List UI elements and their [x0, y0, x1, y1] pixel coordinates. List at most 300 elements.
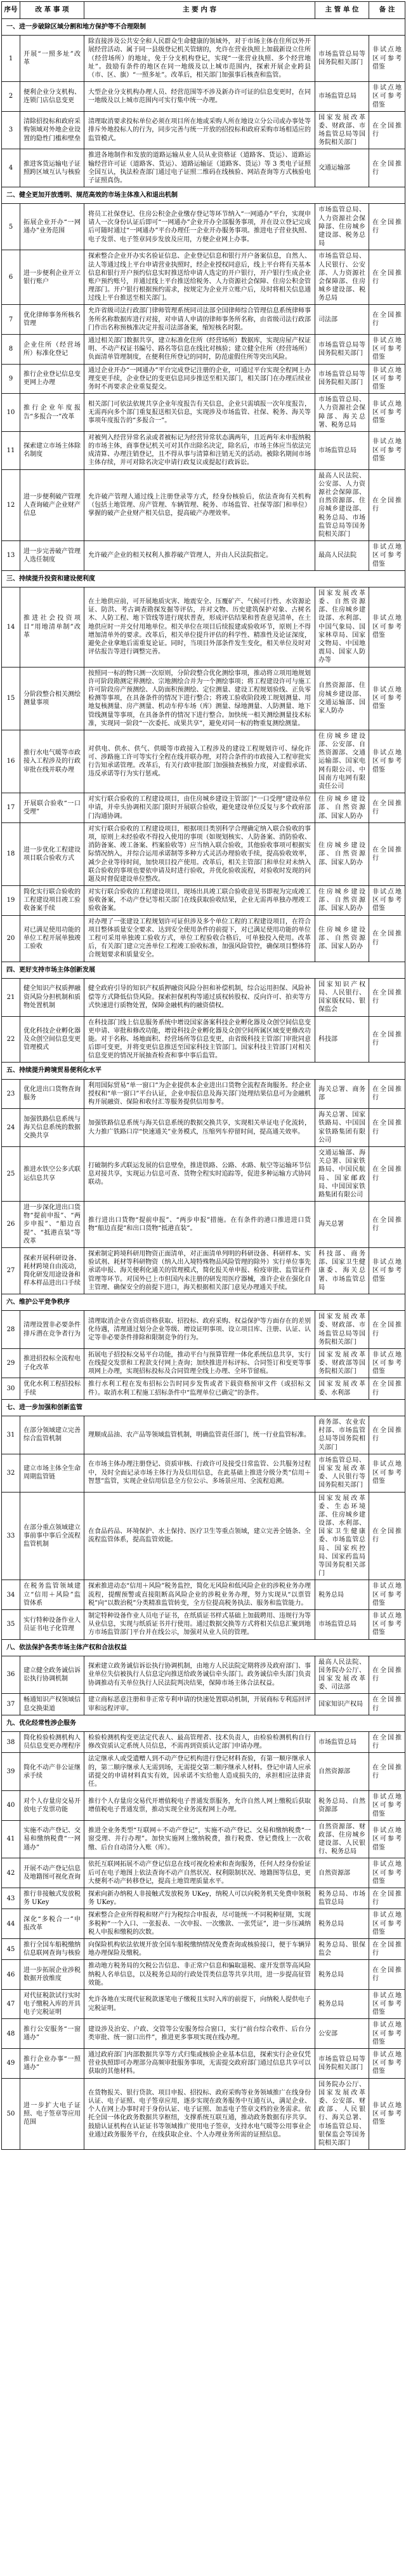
reform-item-cell: 推进水铁空公多式联运信息共享	[20, 1146, 84, 1201]
row-number-cell: 7	[2, 305, 20, 335]
row-number-cell: 43	[2, 1888, 20, 1909]
row-number-cell: 18	[2, 822, 20, 885]
section-row	[2, 19, 405, 36]
responsible-unit-cell: 自然资源部、住房城乡建设部、交通运输部、国家人防办	[315, 667, 369, 730]
reform-item-cell: 进一步便利破产管理人查询破产企业财产信息	[20, 469, 84, 541]
main-content-cell: 建设涉及治安、户政、交管等公安服务综合窗口，实行“前台综合收件、后台分类审批、统一窗口出件”，推进更多事项实现在线办理。	[84, 2019, 315, 2049]
table-row	[2, 1989, 405, 2019]
row-number-cell: 35	[2, 1609, 20, 1639]
table-row	[2, 1146, 405, 1201]
responsible-unit-cell: 交通运输部、海关总署、国家铁路局、中国民航局、国家邮政局、中国国家铁路集团有限公司	[315, 1146, 369, 1201]
reform-item-cell: 开展“一照多址”改革	[20, 36, 84, 82]
main-content-cell: 清理取消企业在资质资格获取、招投标、政府采购、权益保护等方面存在的差别化待遇，清理通过划分企业等级、增设证明事项、设立项目库、注册、认证、认定等非必要条件排除和限制竞争的行为。	[84, 1311, 315, 1349]
responsible-unit-cell: 海关总署	[315, 1202, 369, 1248]
remarks-cell: 非试点地区可参考借鉴	[369, 364, 405, 394]
reform-item-cell: 推行企业办事“一照通办”	[20, 2049, 84, 2079]
remarks-cell: 在全国推行	[369, 1753, 405, 1791]
main-content-cell: 法定继承人或受遗赠人到不动产登记机构进行登记材料查验，有第一顺序继承人的，第二顺序继承人无需到场，无需提交第二顺序继承人材料。登记申请人应承诺提交的申请材料真实有效，因承诺不实给他人造成损失的，承担相应法律责任。	[84, 1753, 315, 1791]
row-number-cell: 38	[2, 1732, 20, 1753]
remarks-cell: 非试点地区可参考借鉴	[369, 541, 405, 571]
row-number-cell: 4	[2, 149, 20, 187]
section-title: 九、优化经常性涉企服务	[2, 1715, 405, 1731]
remarks-cell: 在全国推行	[369, 1146, 405, 1201]
row-number-cell: 20	[2, 915, 20, 962]
row-number-cell: 16	[2, 730, 20, 793]
main-content-cell: 大型企业分支机构办理人员、经营范围等不涉及新办许可证的信息变更时，在同一地级及以上城市范围内可实行集中统一办理。	[84, 82, 315, 112]
section-row	[2, 187, 405, 204]
reform-item-cell: 对已满足使用功能的单位工程开展单独竣工验收	[20, 915, 84, 962]
main-content-cell: 允许破产管理人通过线上注册登录等方式，经身份核验后，依法查询有关机构（包括土地管理、房产管理、车辆管理、税务、市场监管、社保等部门和单位）掌握的破产企业财产相关信息，提高破产办理效率。	[84, 469, 315, 541]
responsible-unit-cell: 海关总署、国家铁路局、中国国家铁路集团有限公司	[315, 1109, 369, 1147]
remarks-cell: 非试点地区可参考借鉴	[369, 2019, 405, 2049]
row-number-cell: 28	[2, 1311, 20, 1349]
responsible-unit-cell: 税务总局	[315, 1580, 369, 1610]
remarks-cell: 非试点地区可参考借鉴	[369, 730, 405, 793]
row-number-cell: 21	[2, 978, 20, 1016]
remarks-cell: 非试点地区可参考借鉴	[369, 335, 405, 365]
table-row	[2, 1454, 405, 1492]
responsible-unit-cell: 税务总局	[315, 1989, 369, 2019]
table-row	[2, 204, 405, 250]
remarks-cell: 非试点地区可参考借鉴	[369, 1858, 405, 1888]
responsible-unit-cell: 国家发展改革委、财政部、市场监管总局等国务院相关部门	[315, 1311, 369, 1349]
responsible-unit-cell: 住房城乡建设部、自然资源部、国家人防办	[315, 822, 369, 885]
table-row	[2, 1791, 405, 1821]
main-content-cell: 将员工社保登记、住房公积金企业缴存登记等环节纳入“一网通办”平台，实现申请人一次身份认证后即可“一网通办”企业开办全部服务事项，并在设立登记完成后可随时通过“一网通办”平台办理任一企业开办服务事项。推进电子营业执照、电子发票、电子签章同步发放及应用，方便企业网上办事。	[84, 204, 315, 250]
responsible-unit-cell: 国家知识产权局、人民银行、国家版权局、银保监会	[315, 978, 369, 1016]
row-number-cell: 50	[2, 2078, 20, 2150]
remarks-cell: 在全国推行	[369, 1960, 405, 1990]
remarks-cell: 在全国推行	[369, 204, 405, 250]
reform-item-cell: 分阶段整合相关测绘测量事项	[20, 667, 84, 730]
responsible-unit-cell: 市场监管总局	[315, 82, 369, 112]
table-row	[2, 587, 405, 667]
reform-item-cell: 推行全国车船税缴纳信息联网查询与核验	[20, 1938, 84, 1959]
main-content-cell: 对实行联合验收的工程建设项目，现场出具竣工联合验收意见书即视为完成竣工验收备案，不动产登记等相关部门在线获取验收结果，企业无需再单独办理竣工验收备案。	[84, 886, 315, 916]
reform-item-cell: 优化律师事务所核名管理	[20, 305, 84, 335]
responsible-unit-cell: 住房城乡建设部、自然资源部、国家人防办	[315, 886, 369, 916]
responsible-unit-cell: 市场监管总局	[315, 1609, 369, 1639]
row-number-cell: 9	[2, 364, 20, 394]
reform-item-cell: 建立市场主体全生命周期监管链	[20, 1454, 84, 1492]
remarks-cell: 在全国推行	[369, 1202, 405, 1248]
table-row	[2, 1492, 405, 1580]
reform-item-cell: 推进客货运输电子证照跨区域互认与核验	[20, 149, 84, 187]
row-number-cell: 46	[2, 1960, 20, 1990]
main-content-cell: 探索整合企业所得税和财产行为税综合申报表，尽可能统一不同税种征期，实现多税种“一个入口、一张报表、一次申报、一次缴款、一张凭证”，进一步压减纳税人申报和缴税的次数。	[84, 1909, 315, 1939]
table-row	[2, 250, 405, 305]
main-content-cell: 推行水利工程在发布招标公告时同步发售或者下载资格预审文件（或招标文件）。取消水利工程施工招标条件中“监理单位已确定”的条件。	[84, 1378, 315, 1399]
row-number-cell: 40	[2, 1791, 20, 1821]
responsible-unit-cell: 国务院办公厅、国家发展改革委、公安部、财政部、人民银行、海关总署、市场监管总局、银保监会等国务院相关部门	[315, 2078, 369, 2150]
responsible-unit-cell: 国家发展改革委、财政部等国务院相关部门	[315, 1348, 369, 1378]
responsible-unit-cell: 科技部、商务部、国家卫生健康委、海关总署、市场监管总局	[315, 1248, 369, 1294]
reform-item-cell: 推行企业年度报告“多报合一”改革	[20, 394, 84, 432]
remarks-cell: 在全国推行	[369, 149, 405, 187]
main-content-cell: 除直接涉及公共安全和人民群众生命健康的领域外，对于市场主体在住所以外开展经营活动、属于同一县级登记机关管辖的，允许在营业执照上加载新设立住所（经营场所）的地址，免于分支机构登记，实现“一张营业执照、多个经营地址”。鼓励有条件的地区在同一地级及以上城市范围内，探索开展企业跨县（市、区、旗）“一照多址”。改革后，相关部门加强事后核查和监管。	[84, 36, 315, 82]
table-row	[2, 1938, 405, 1959]
row-number-cell: 22	[2, 1016, 20, 1063]
responsible-unit-cell: 住房城乡建设部、自然资源部、国家人防办	[315, 915, 369, 962]
reform-item-cell: 推行公安服务“一窗通办”	[20, 2019, 84, 2049]
remarks-cell: 非试点地区可参考借鉴	[369, 587, 405, 667]
row-number-cell: 3	[2, 111, 20, 149]
row-number-cell: 47	[2, 1989, 20, 2019]
row-number-cell: 6	[2, 250, 20, 305]
table-row	[2, 730, 405, 793]
row-number-cell: 23	[2, 1079, 20, 1109]
remarks-cell: 非试点地区可参考借鉴	[369, 1989, 405, 2019]
row-number-cell: 42	[2, 1858, 20, 1888]
row-number-cell: 14	[2, 587, 20, 667]
table-row	[2, 1960, 405, 1990]
remarks-cell: 非试点地区可参考借鉴	[369, 82, 405, 112]
main-content-cell: 清理取消要求投标单位必须在项目所在地或采购人所在地设立分公司或办事处等排斥外地投标人的行为，同步完善与统一开放的招投标和政府采购市场相适应的监管模式。	[84, 111, 315, 149]
row-number-cell: 45	[2, 1938, 20, 1959]
reform-item-cell: 清理设置非必要条件排斥潜在竞争者行为	[20, 1311, 84, 1349]
main-content-cell: 推行个人存量房交易代开增值税电子普通发票服务，允许自然人网上缴税后获取增值税电子普通发票，推动实现全业务流程网上办理。	[84, 1791, 315, 1821]
remarks-cell: 在全国推行	[369, 1656, 405, 1694]
remarks-cell: 非试点地区可参考借鉴	[369, 1248, 405, 1294]
remarks-cell: 非试点地区可参考借鉴	[369, 667, 405, 730]
responsible-unit-cell: 市场监管总局、国家发展改革委、人民银行等国务院相关部门	[315, 1454, 369, 1492]
remarks-cell: 非试点地区可参考借鉴	[369, 1609, 405, 1639]
table-row	[2, 1694, 405, 1715]
main-content-cell: 推进各地制作和发放的道路运输从业人员从业资格证（道路客、货运）、道路运输经营许可证（道路客、货运）、道路运输证（道路客、货运）等 3 类电子证照全国互认，执法检查部门通过电子证照二维码在线核验、网站查询等方式核验电子证照真伪。	[84, 149, 315, 187]
responsible-unit-cell: 商务部、农业农村部、市场监管总局等国务院相关部门	[315, 1416, 369, 1454]
responsible-unit-cell: 自然资源部、财政部、住房城乡建设部、人民银行、税务总局	[315, 1820, 369, 1858]
reform-item-cell: 对代征税款试行实时电子缴税入库的开具电子完税证明	[20, 1989, 84, 2019]
row-number-cell: 44	[2, 1909, 20, 1939]
main-content-cell: 制定特种设备作业人员电子证书，在纸质证书样式基础上加载聘用、违规行为等从业信息，实现与纸质证书并行使用。通过数据交换等方式将相关信息汇聚到地方市场监管部门平台并在线公示，加强对从业人员的管理。	[84, 1609, 315, 1639]
remarks-cell: 在全国推行	[369, 1416, 405, 1454]
row-number-cell: 17	[2, 793, 20, 823]
main-content-cell: 推行进出口货物“提前申报”、“两步申报”措施。在有条件的港口推进进口货物“船边直提”和出口货物“抵港直装”。	[84, 1202, 315, 1248]
row-number-cell: 12	[2, 469, 20, 541]
table-row	[2, 1378, 405, 1399]
row-number-cell: 1	[2, 36, 20, 82]
table-row	[2, 36, 405, 82]
section-row	[2, 570, 405, 587]
table-row	[2, 394, 405, 432]
row-number-cell: 49	[2, 2049, 20, 2079]
responsible-unit-cell: 自然资源部	[315, 1858, 369, 1888]
reform-item-cell: 在部分重点领域建立事前事中事后全流程监管机制	[20, 1492, 84, 1580]
row-number-cell: 5	[2, 204, 20, 250]
main-content-cell: 健全政府引导的知识产权质押融资风险分担和补偿机制，综合运用担保、风险补偿等方式降低信贷风险。探索担保机构等通过质权转股权、反向许可、拍卖等方式快速进行质物处置，保障金融机构的融资债权。	[84, 978, 315, 1016]
table-row	[2, 915, 405, 962]
remarks-cell: 在全国推行	[369, 1938, 405, 1959]
responsible-unit-cell: 市场监管总局等国务院相关部门	[315, 2049, 369, 2079]
reform-item-cell: 企业住所（经营场所）标准化登记	[20, 335, 84, 365]
row-number-cell: 48	[2, 2019, 20, 2049]
main-content-cell: 加强铁路信息系统与海关信息系统的数据交换共享，实现相关单证电子化流转，大力推广铁路口岸“快速通关”业务模式，压缩列车停留时间，提高通关效率。	[84, 1109, 315, 1147]
table-row	[2, 2078, 405, 2150]
responsible-unit-cell: 市场监管总局等国务院相关部门	[315, 335, 369, 365]
row-number-cell: 30	[2, 1378, 20, 1399]
reform-item-cell: 实行特种设备作业人员证书电子化管理	[20, 1609, 84, 1639]
row-number-cell: 24	[2, 1109, 20, 1147]
section-row	[2, 1294, 405, 1310]
reform-item-cell: 推行水电气暖等市政接入工程涉及的行政审批在线并联办理	[20, 730, 84, 793]
row-number-cell: 11	[2, 431, 20, 469]
reform-item-cell: 拓展企业开办“一网通办”业务范围	[20, 204, 84, 250]
responsible-unit-cell: 税务总局、市场监管总局	[315, 1888, 369, 1909]
main-content-cell: 理顺成品油、农产品等领域监管机制，明确监管责任部门，统一行业监管标准。	[84, 1416, 315, 1454]
reform-item-cell: 简化检验检测机构人员信息变更办理程序	[20, 1732, 84, 1753]
table-row	[2, 1079, 405, 1109]
reform-item-cell: 进一步扩大电子证照、电子签章等应用范围	[20, 2078, 84, 2150]
main-content-cell: 探索推进动态“信用＋风险”税务监控，简化无风险和低风险企业的涉税业务办理流程，提醒预警或直接阻断高风险企业的涉税业务办理，努力实现从“以票管税”向“以数治税”分类精准监管转变，全方位提高税务执法、服务和监管能力。	[84, 1580, 315, 1610]
reform-item-cell: 清除招投标和政府采购领域对外地企业设置的隐性门槛和壁垒	[20, 111, 84, 149]
responsible-unit-cell: 市场监管总局等国务院相关部门	[315, 36, 369, 82]
responsible-unit-cell: 司法部	[315, 305, 369, 335]
table-row	[2, 149, 405, 187]
remarks-cell: 非试点地区可参考借鉴	[369, 36, 405, 82]
main-content-cell: 按照同一标的物只测一次原则，分阶段整合优化测绘事项，推动将立项用地规划许可阶段勘测定界测绘、宗地测绘合并为一个测绘事项；将工程建设许可与施工许可阶段房产预测绘、人防面积预测绘、定位测量、建设工程规划验线、正负零检测等事项，在具备条件的情况下进行整合；将竣工验收阶段竣工规划测量、用地复核测量、房产测量、机动车停车场（库）测量、绿地测量、人防测量、地下管线测量等事项，在具备条件的情况下进行整合。加快统一相关测绘测量技术标准，实现同一阶段“一次委托、成果共享”，避免对同一标的物重复测绘测量。	[84, 667, 315, 730]
main-content-cell: 在土地供应前，可开展地质灾害、地震安全、压覆矿产、气候可行性、水资源论证、防洪、考古调查勘探发掘等评估，并对文物、历史建筑保护对象、古树名木、人防工程、地下管线等进行现状普查，形成评估结果和普查意见清单，在土地供应时一并交付用地单位。相关单位在项目后续报建或验收环节，原则上不得增加清单外的要求。改革后，相关单位提升评估的科学性、精准性及论证深度，避免企业拿地后需重复论证。同时，当项目外部条件发生变化，相关单位及时对评估报告等进行调整完善。	[84, 587, 315, 667]
remarks-cell: 非试点地区可参考借鉴	[369, 1909, 405, 1939]
column-header-responsible-unit: 主 管 单 位	[315, 2, 369, 19]
remarks-cell: 在全国推行	[369, 469, 405, 541]
main-content-cell: 对办理了一张建设工程规划许可证但涉及多个单位工程的工程建设项目，在符合项目整体质量安全要求、达到安全使用条件的前提下，对已满足使用功能的单位工程可采用单独竣工验收方式，单位工程验收合格后，可单独投入使用。改革后，有关部门建立完善单位工程竣工验收标准，加强风险管控，确保项目整体符合规划要求和质量安全。	[84, 915, 315, 962]
row-number-cell: 2	[2, 82, 20, 112]
main-content-cell: 在市场主体办理注册登记、资质审核、行政许可及接受日常监管、公共服务过程中，及时全面记录市场主体行为及信用信息，在此基础上推进分级分类“信用＋智慧”监管，实现企业信用信息全方位公示、多场景应用、全流程追溯。	[84, 1454, 315, 1492]
remarks-cell: 非试点地区可参考借鉴	[369, 1348, 405, 1378]
column-header-reform-item: 改 革 事 项	[20, 2, 84, 19]
table-row	[2, 1609, 405, 1639]
table-row	[2, 1820, 405, 1858]
row-number-cell: 8	[2, 335, 20, 365]
reform-item-cell: 推进招投标全流程电子化改革	[20, 1348, 84, 1378]
section-row	[2, 962, 405, 978]
row-number-cell: 36	[2, 1656, 20, 1694]
remarks-cell: 在全国推行	[369, 915, 405, 962]
section-row	[2, 1399, 405, 1416]
reform-item-cell: 深化“多税合一”申报改革	[20, 1909, 84, 1939]
remarks-cell: 在全国推行	[369, 1016, 405, 1063]
main-content-cell: 探索向新办纳税人非接触式发放税务 UKey，纳税人可以向税务机关免费申领税务 UKey。	[84, 1888, 315, 1909]
table-row	[2, 335, 405, 365]
responsible-unit-cell: 科技部	[315, 1016, 369, 1063]
remarks-cell: 非试点地区可参考借鉴	[369, 1580, 405, 1610]
row-number-cell: 39	[2, 1753, 20, 1791]
reform-item-cell: 优化科技企业孵化器及众创空间信息变更管理模式	[20, 1016, 84, 1063]
responsible-unit-cell: 国家发展改革委、生态环境部、住房城乡建设部、水利部、国家卫生健康委、市场监管总局、国家疾控局、国家药监局等国务院相关部门	[315, 1492, 369, 1580]
remarks-cell: 在全国推行	[369, 1109, 405, 1147]
table-row	[2, 305, 405, 335]
reform-item-cell: 探索建立市场主体除名制度	[20, 431, 84, 469]
table-row	[2, 1580, 405, 1610]
table-row	[2, 1416, 405, 1454]
table-row	[2, 111, 405, 149]
main-content-cell: 推进全业务类型“互联网＋不动产登记”，实施不动产登记、交易和缴纳税费“一窗受理、并行办理”。加快实施网上缴纳税费，推行税费、登记费线上一次收缴、后台自动清分入账（库）。	[84, 1820, 315, 1858]
main-content-cell: 允许省级司法行政部门律师管理系统同司法部全国律师综合管理信息系统律师事务所名称数据库进行对接，对申请人申请的律师事务所名称，由省级司法行政部门作出名称预核准决定并报司法部备案，缩短核名时限。	[84, 305, 315, 335]
main-content-cell: 探索制定跨境科研用物资正面清单，对正面清单列明的科研设备、科研样本、实验试剂、耗材等科研物资（纳入出入境特殊物品风险管理的除外）实行单位事先承诺申报、海关便利化通关的管理模式，简化报关单申报、检疫审批、监管证件管理等环节。对国外已上市但国内未注册的研发用医疗器械，准许企业在强化自主管理、确保安全的前提下进口，海关根据相关部门意见办理通关手续。	[84, 1248, 315, 1294]
reform-item-cell: 推行企业登记信息变更网上办理	[20, 364, 84, 394]
table-row	[2, 1248, 405, 1294]
section-title: 八、依法保护各类市场主体产权和合法权益	[2, 1639, 405, 1656]
main-content-cell: 通过相关部门数据共享，建立标准化住所（经营场所）数据库，实现房屋产权证明、不动产权证书编号、路名等信息在线比对核验；建立健全住所（经营场所）负面清单管理制度，在便利住所登记的同时，防范虚假住所等突出风险。	[84, 335, 315, 365]
table-row	[2, 1202, 405, 1248]
responsible-unit-cell: 公安部	[315, 2019, 369, 2049]
main-content-cell: 允许破产企业的相关权利人推荐破产管理人，并由人民法院指定。	[84, 541, 315, 571]
responsible-unit-cell: 国家知识产权局	[315, 1694, 369, 1715]
reform-item-cell: 优化进出口货物查询服务	[20, 1079, 84, 1109]
table-row	[2, 822, 405, 885]
reform-item-cell: 简化实行联合验收的工程建设项目竣工验收备案手续	[20, 886, 84, 916]
reform-item-cell: 推行非接触式发放税务 UKey	[20, 1888, 84, 1909]
remarks-cell: 非试点地区可参考借鉴	[369, 2049, 405, 2079]
reform-item-cell: 加强铁路信息系统与海关信息系统的数据交换共享	[20, 1109, 84, 1147]
table-row	[2, 886, 405, 916]
responsible-unit-cell: 国家发展改革委、财政部、市场监管总局等国务院相关部门	[315, 111, 369, 149]
main-content-cell: 打破制约多式联运发展的信息壁垒，推进铁路、公路、水路、航空等运输环节信息对接共享，实现运力信息可查、货物全程实时追踪等，促进多种运输方式协同联动。	[84, 1146, 315, 1201]
row-number-cell: 15	[2, 667, 20, 730]
responsible-unit-cell: 市场监管总局、人民银行、公安部、人力资源社会保障部、住房城乡建设部、税务总局	[315, 250, 369, 305]
responsible-unit-cell: 市场监管总局等国务院相关部门	[315, 364, 369, 394]
table-row	[2, 1888, 405, 1909]
responsible-unit-cell: 最高人民法院	[315, 541, 369, 571]
responsible-unit-cell: 市场监管总局	[315, 1732, 369, 1753]
responsible-unit-cell: 市场监管总局、人力资源社会保障部、海关总署、税务总局	[315, 394, 369, 432]
main-content-cell: 探索建立政务诚信诉讼执行协调机制，由地方人民法院定期将涉及政府部门、事业单位失信被执行人信息定向推送给政务诚信牵头部门。政务诚信牵头部门负责协调推动有关单位执行人民法院判决结果，保障市场主体合法权益。	[84, 1656, 315, 1694]
reform-item-cell: 优化水利工程招投标手续	[20, 1378, 84, 1399]
responsible-unit-cell: 市场监管总局	[315, 431, 369, 469]
remarks-cell: 非试点地区可参考借鉴	[369, 1791, 405, 1821]
reform-items-table	[1, 1, 405, 2150]
reform-item-cell: 进一步完善破产管理人选任制度	[20, 541, 84, 571]
table-row	[2, 364, 405, 394]
remarks-cell: 在全国推行	[369, 1378, 405, 1399]
table-row	[2, 1732, 405, 1753]
section-title: 二、健全更加开放透明、规范高效的市场主体准入和退出机制	[2, 187, 405, 204]
table-body	[2, 19, 405, 2150]
main-content-cell: 通过企业开办“一网通办”平台完成登记注册的企业，可通过平台实现全程网上办理变更手续，企业登记的变更信息同步推送至相关部门，相关部门在办理后续业务时不再要求企业重复提交。	[84, 364, 315, 394]
table-row	[2, 1348, 405, 1378]
table-row	[2, 1909, 405, 1939]
remarks-cell: 非试点地区可参考借鉴	[369, 886, 405, 916]
section-title: 七、进一步加强和创新监管	[2, 1399, 405, 1416]
table-row	[2, 1656, 405, 1694]
table-row	[2, 793, 405, 823]
reform-item-cell: 建立健全政务诚信诉讼执行协调机制	[20, 1656, 84, 1694]
main-content-cell: 通过政府部门内部数据共享等方式归集或核验企业基本信息，探索实行企业仅凭营业执照即可办理部分高频审批服务事项，无需提交政府部门通过信息共享可以获取的其他材料。	[84, 2049, 315, 2079]
main-content-cell: 在科技部门线上信息服务系统中增设国家备案科技企业孵化器及众创空间信息变更申请、审批和修改功能，增设科技企业孵化器及众创空间所属区域变更修改功能。对于名称、场地面积、经营场所等信息变更，由省级科技主管部门审批同意后即可变更，并将变更信息推送至国家科技主管部门。国家科技主管部门对相关信息变更的情况开展抽查检查和事中事后监管。	[84, 1016, 315, 1063]
row-number-cell: 31	[2, 1416, 20, 1454]
section-title: 三、持续提升投资和建设便利度	[2, 570, 405, 587]
main-content-cell: 推动地方税务局的欠税公告信息、非正常户信息和骗取退税、虚开发票等高风险纳税人名单信息，以及税务总局的行政处罚类信息等共享共用，进一步提高征管效能。	[84, 1960, 315, 1990]
main-content-cell: 探索整合企业开办实名验证信息、企业登记信息和银行开户备案信息，自然人、法人等通过线上平台申请营业执照时，经企业授权同意后，线上平台将有关基本信息和银行开户预约信息实时推送给申请人选定的开户银行，开户银行生成企业账户预约账号，并通过线上平台推送给税务、人力资源社会保障、住房公积金管理部门。开户银行根据预约需求，按规定为企业开立账户后，及时将相关信息通过线上平台推送至相关部门。	[84, 250, 315, 305]
row-number-cell: 33	[2, 1492, 20, 1580]
table-row	[2, 1109, 405, 1147]
responsible-unit-cell: 交通运输部	[315, 149, 369, 187]
reform-item-cell: 探索开展科研设备、耗材跨境自由流动，简化研发用途设备和样本样品进出口手续	[20, 1248, 84, 1294]
section-title: 四、更好支持市场主体创新发展	[2, 962, 405, 978]
responsible-unit-cell: 国家发展改革委、水利部	[315, 1378, 369, 1399]
reform-item-cell: 对个人存量房交易开放电子发票功能	[20, 1791, 84, 1821]
remarks-cell: 在全国推行	[369, 250, 405, 305]
row-number-cell: 34	[2, 1580, 20, 1610]
responsible-unit-cell: 税务总局、银保监会	[315, 1938, 369, 1959]
row-number-cell: 41	[2, 1820, 20, 1858]
remarks-cell: 非试点地区可参考借鉴	[369, 431, 405, 469]
section-title: 一、进一步破除区域分割和地方保护等不合理限制	[2, 19, 405, 36]
row-number-cell: 26	[2, 1202, 20, 1248]
reform-item-cell: 进一步便利企业开立银行账户	[20, 250, 84, 305]
responsible-unit-cell: 税务总局	[315, 1909, 369, 1939]
table-row	[2, 541, 405, 571]
main-content-cell: 在食品药品、环境保护、水土保持、医疗卫生等重点领域，建立完善全链条、全流程监管体系，提高监管效能。	[84, 1492, 315, 1580]
section-title: 五、持续提升跨境贸易便利化水平	[2, 1063, 405, 1079]
row-number-cell: 13	[2, 541, 20, 571]
remarks-cell: 在全国推行	[369, 1311, 405, 1349]
table-row	[2, 1858, 405, 1888]
row-number-cell: 25	[2, 1146, 20, 1201]
remarks-cell: 在全国推行	[369, 305, 405, 335]
section-row	[2, 1715, 405, 1731]
remarks-cell: 非试点地区可参考借鉴	[369, 1454, 405, 1492]
responsible-unit-cell: 住房城乡建设部、公安部、自然资源部、交通运输部、国家电网有限公司、中国南方电网有限责任公司	[315, 730, 369, 793]
main-content-cell: 拓展电子招投标交易平台功能，推动平台与预算管理一体化系统信息共享，实行在线提交发票和工程款支付网上查询；加快推进开标评标、合同签订和变更等事项网上办理，实现招标投标及合同管理全线上办理、全环节留痕。	[84, 1348, 315, 1378]
remarks-cell: 在全国推行	[369, 1492, 405, 1580]
main-content-cell: 对实行联合验收的工程建设项目，根据项目类别科学合理确定纳入联合验收的事项，原则上未经验收不得投入使用的事项（如规划核实、人防备案、消防验收、消防备案、竣工备案、档案验收等）应当纳入联合验收，其他验收事项可根据实际情况纳入，并综合运用承诺制等多种方式灵活办理验收手续，提高验收效率，减少企业等待时间，加快项目投产使用。改革后，相关主管部门和单位对未纳入联合验收的事项也要依申请及时进行验收，并优化验收流程，对验收时发现的问题及时督促建设单位整改。	[84, 822, 315, 885]
main-content-cell: 依托互联网拓展不动产登记信息在线可视化检索和查询服务，任何人经身份验证后可在电子地图上依法查询不动产自然状况、权利限制状况、地籍图等信息，更大便利不动产转移登记，提高土地管理质量水平。	[84, 1858, 315, 1888]
table-row	[2, 978, 405, 1016]
table-row	[2, 1311, 405, 1349]
row-number-cell: 10	[2, 394, 20, 432]
main-content-cell: 检验检测机构变更法定代表人、最高管理者、技术负责人，由检验检测机构自行修改资质认定系统人员信息，不需再到资质认定部门申请办理。	[84, 1732, 315, 1753]
table-row	[2, 2019, 405, 2049]
table-row	[2, 82, 405, 112]
main-content-cell: 相关部门可依法依规共享企业年度报告有关信息，企业只需填报一次年度报告，无需再向多个部门重复报送相关信息，实现涉及市场监管、社保、税务、海关等事项年度报告的“多报合一”。	[84, 394, 315, 432]
reform-item-cell: 在税务监管领域建立“信用＋风险”监管体系	[20, 1580, 84, 1610]
main-content-cell: 对被列入经营异常名录或者被标记为经营异常状态满两年，且近两年未申报纳税的市场主体，商事登记机关可对其作出除名决定，除名后，市场主体应当依法完成清算、办理注销登记，且不得从事与清算和注销无关的活动。被除名期间市场主体存续，并可对除名决定申请行政复议或提起行政诉讼。	[84, 431, 315, 469]
remarks-cell: 非试点地区可参考借鉴	[369, 394, 405, 432]
column-header-no: 序号	[2, 2, 20, 19]
remarks-cell: 在全国推行	[369, 978, 405, 1016]
table-row	[2, 469, 405, 541]
table-row	[2, 1016, 405, 1063]
responsible-unit-cell: 税务总局、自然资源部	[315, 1791, 369, 1821]
reform-item-cell: 实施不动产登记、交易和缴纳税费“一网通办”	[20, 1820, 84, 1858]
table-row	[2, 1753, 405, 1791]
main-content-cell: 对实行联合验收的工程建设项目，由住房城乡建设主管部门“一口受理”建设单位申请，并牵头协调相关部门限时开展联合验收，避免建设单位反复与多个政府部门沟通协调。	[84, 793, 315, 823]
remarks-cell: 在全国推行	[369, 1079, 405, 1109]
row-number-cell: 37	[2, 1694, 20, 1715]
table-row	[2, 667, 405, 730]
main-content-cell: 向保险机构依法依规开放全国车船税缴纳情况免费查询或核验接口，便于车辆异地办理保险及缴税。	[84, 1938, 315, 1959]
main-content-cell: 对供电、供水、供气、供暖等市政接入工程涉及的建设工程规划许可、绿化许可、涉路施工许可等实行全程在线并联办理，对符合条件的市政接入工程审批实行告知承诺管理。改革后，有关行政审批部门加强抽查核验力度，对虚假承诺、违反承诺等行为实行惩戒。	[84, 730, 315, 793]
remarks-cell: 在全国推行	[369, 111, 405, 149]
remarks-cell: 在全国推行	[369, 1694, 405, 1715]
section-row	[2, 1063, 405, 1079]
remarks-cell: 非试点地区可参考借鉴	[369, 2078, 405, 2150]
responsible-unit-cell: 海关总署、商务部	[315, 1079, 369, 1109]
row-number-cell: 27	[2, 1248, 20, 1294]
reform-item-cell: 进一步深化进出口货物“提前申报”、“两步申报”、“船边直提”、“抵港直装”等改革	[20, 1202, 84, 1248]
reform-item-cell: 开展联合验收“一口受理”	[20, 793, 84, 823]
reform-item-cell: 简化不动产非公证继承手续	[20, 1753, 84, 1791]
remarks-cell: 在全国推行	[369, 793, 405, 823]
section-title: 六、维护公平竞争秩序	[2, 1294, 405, 1310]
table-row	[2, 431, 405, 469]
reform-item-cell: 进一步拓展企业涉税数据开放维度	[20, 1960, 84, 1990]
remarks-cell: 在全国推行	[369, 822, 405, 885]
responsible-unit-cell: 税务总局	[315, 1960, 369, 1990]
main-content-cell: 建立商标恶意注册和非正常专利申请的快速处置联动机制，开展商标专利巡回评审和远程评审。	[84, 1694, 315, 1715]
reform-item-cell: 开展不动产登记信息及地籍图可视化查询	[20, 1858, 84, 1888]
